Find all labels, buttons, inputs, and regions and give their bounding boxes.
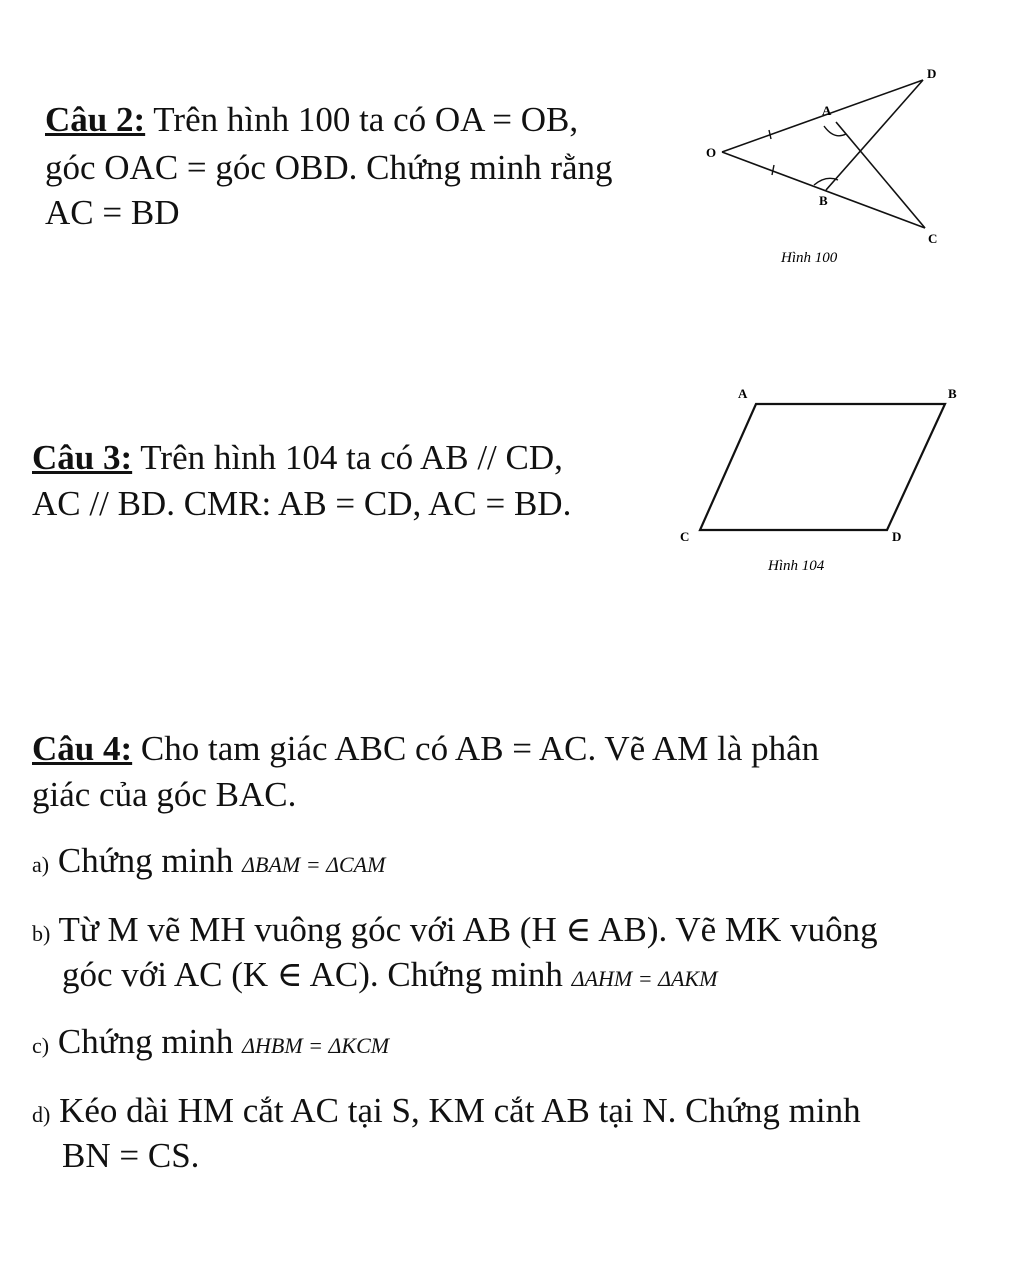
q4-item-c <box>32 1020 389 1068</box>
figure-104-caption: Hình 104 <box>768 558 825 574</box>
parallelogram-ABDC <box>700 404 945 530</box>
q2-line3: AC = BD <box>45 193 180 232</box>
point-B-label: B <box>819 193 828 208</box>
item-a-math: ΔBAM = ΔCAM <box>242 852 386 877</box>
point-A-label-104: A <box>738 386 748 401</box>
item-b-mark: b) <box>32 921 51 946</box>
item-a-mark: a) <box>32 852 50 877</box>
q4-label: Câu 4: <box>32 729 133 768</box>
item-c-mark: c) <box>32 1033 50 1058</box>
point-B-label-104: B <box>948 386 957 401</box>
q2-label: Câu 2: <box>45 100 146 139</box>
item-a-text: Chứng minh <box>57 841 234 880</box>
point-C-label-104: C <box>680 529 690 544</box>
q4-text1: Cho tam giác ABC có AB = AC. Vẽ AM là phân <box>132 729 820 768</box>
q4-item-d-line1 <box>32 1089 861 1137</box>
point-A-label: A <box>822 103 832 118</box>
q2-text1: Trên hình 100 ta có OA = OB, <box>145 100 579 139</box>
q3-line2: AC // BD. CMR: AB = CD, AC = BD. <box>32 484 572 523</box>
q2-line2: góc OAC = góc OBD. Chứng minh rằng <box>45 148 613 187</box>
q4-item-b-line2 <box>62 953 717 1001</box>
point-D-label-104: D <box>892 529 902 544</box>
figure-100-caption: Hình 100 <box>781 250 838 266</box>
point-C-label: C <box>928 231 938 246</box>
item-b-text1: Từ M vẽ MH vuông góc với AB (H ∈ AB). Vẽ MK vuông <box>58 910 878 949</box>
point-D-label: D <box>927 66 937 81</box>
q4-item-a <box>32 839 385 887</box>
item-d-mark: d) <box>32 1102 51 1127</box>
q3-text1: Trên hình 104 ta có AB // CD, <box>132 438 563 477</box>
q4-item-d-line2: BN = CS. <box>62 1136 200 1175</box>
q4-item-b-line1 <box>32 908 878 956</box>
q4-line1 <box>32 727 819 771</box>
item-c-math: ΔHBM = ΔKCM <box>242 1033 390 1058</box>
figure-104 <box>0 0 1024 600</box>
item-b-math: ΔAHM = ΔAKM <box>571 966 718 991</box>
item-d-text1: Kéo dài HM cắt AC tại S, KM cắt AB tại N. Chứng minh <box>59 1091 861 1130</box>
q3-label: Câu 3: <box>32 438 133 477</box>
item-c-text: Chứng minh <box>57 1022 234 1061</box>
item-b-text2: góc với AC (K ∈ AC). Chứng minh <box>62 955 563 994</box>
point-O-label: O <box>706 145 717 160</box>
q4-line2: giác của góc BAC. <box>32 775 297 814</box>
